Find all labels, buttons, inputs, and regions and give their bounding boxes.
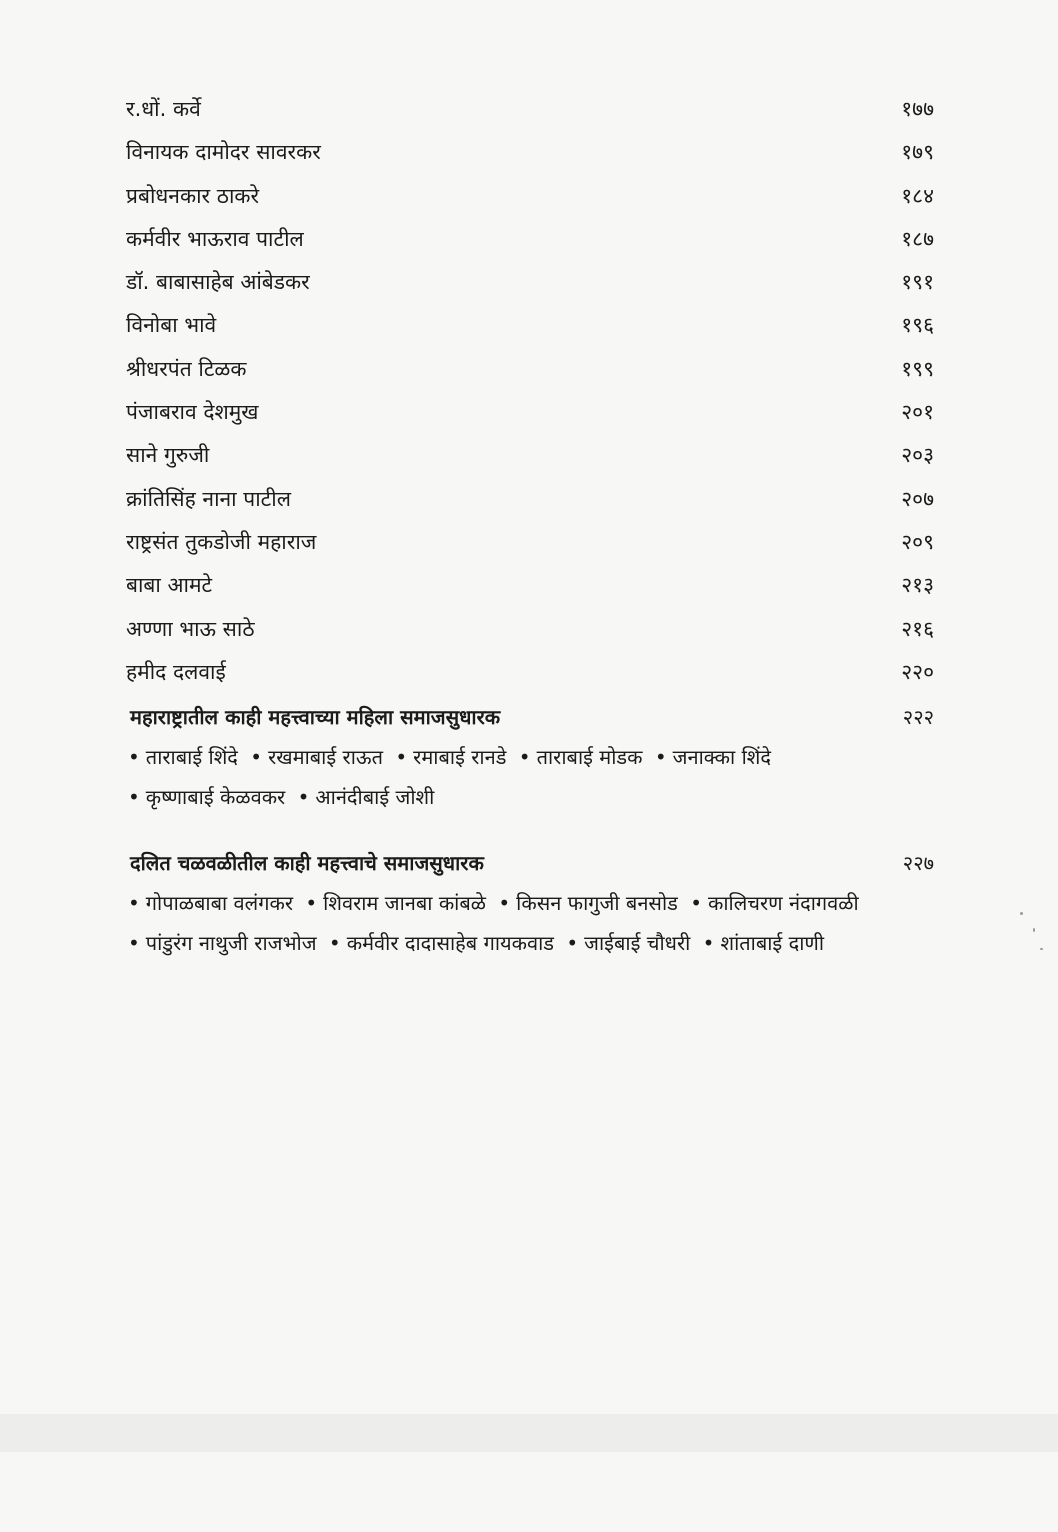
toc-entry-page: २०९ <box>901 529 934 554</box>
toc-entry-page: २०३ <box>901 443 934 468</box>
paper-speck <box>1033 928 1035 932</box>
paper-speck <box>1020 912 1023 915</box>
reformer-name: कर्मवीर दादासाहेब गायकवाड <box>346 931 554 955</box>
section-women-reformers <box>118 697 934 817</box>
reformer-name: पांडुरंग नाथुजी राजभोज <box>145 931 317 955</box>
toc-entry[interactable] <box>118 88 934 131</box>
toc-entry-page: १८७ <box>901 226 934 251</box>
toc-entry-page: २०७ <box>901 486 934 511</box>
reformer-name: ताराबाई मोडक <box>536 745 643 769</box>
bullet: • <box>690 891 702 915</box>
reformer-name: कृष्णाबाई केळवकर <box>145 785 286 809</box>
reformer-name: किसन फागुजी बनसोड <box>516 891 678 915</box>
reformer-names-line <box>118 923 934 963</box>
toc-entry-title: कर्मवीर भाऊराव पाटील <box>126 226 304 251</box>
bullet: • <box>128 891 140 915</box>
toc-entry[interactable] <box>118 521 934 564</box>
bullet: • <box>702 931 715 955</box>
toc-entry-title: श्रीधरपंत टिळक <box>126 356 247 381</box>
reformer-name: ताराबाई शिंदे <box>145 745 238 769</box>
section-title: दलित चळवळीतील काही महत्त्वाचे समाजसुधारक <box>130 851 484 875</box>
toc-entry-page: १९६ <box>901 313 934 338</box>
reformer-name: आनंदीबाई जोशी <box>315 785 435 809</box>
toc-entry-title: साने गुरुजी <box>126 443 210 468</box>
toc-entry[interactable] <box>118 651 934 694</box>
toc-entry-title: पंजाबराव देशमुख <box>126 400 259 425</box>
toc-entry-title: क्रांतिसिंह नाना पाटील <box>126 486 291 511</box>
section-heading[interactable] <box>118 697 934 737</box>
toc-list <box>118 88 934 694</box>
toc-entry-title: अण्णा भाऊ साठे <box>126 616 255 641</box>
toc-entry[interactable] <box>118 218 934 261</box>
toc-entry-title: डॉ. बाबासाहेब आंबेडकर <box>126 270 310 295</box>
bullet: • <box>498 891 511 915</box>
toc-entry-page: १९९ <box>901 356 934 381</box>
toc-entry-title: विनायक दामोदर सावरकर <box>126 140 321 165</box>
section-page: २२७ <box>902 851 934 875</box>
toc-entry-page: २१३ <box>901 573 934 598</box>
toc-entry-page: १९१ <box>901 270 934 295</box>
toc-entry[interactable] <box>118 348 934 391</box>
reformer-names-line <box>118 883 934 923</box>
bullet: • <box>566 931 579 955</box>
section-dalit-reformers <box>118 843 934 963</box>
toc-entry-title: राष्ट्रसंत तुकडोजी महाराज <box>126 529 317 554</box>
toc-entry[interactable] <box>118 564 934 607</box>
reformer-name: रमाबाई रानडे <box>413 745 507 769</box>
toc-entry-page: १८४ <box>901 183 934 208</box>
toc-entry-title: बाबा आमटे <box>126 573 213 598</box>
bullet: • <box>654 745 667 769</box>
toc-entry[interactable] <box>118 478 934 521</box>
reformer-name: शिवराम जानबा कांबळे <box>323 891 486 915</box>
reformer-name: गोपाळबाबा वलंगकर <box>145 891 294 915</box>
toc-entry-title: प्रबोधनकार ठाकरे <box>126 183 260 208</box>
bullet: • <box>518 745 531 769</box>
toc-entry-page: १७९ <box>901 140 934 165</box>
reformer-name: रखमाबाई राऊत <box>268 745 383 769</box>
toc-entry-title: र.धों. कर्वे <box>126 97 201 121</box>
toc-entry[interactable] <box>118 304 934 347</box>
toc-entry-page: २१६ <box>901 616 934 641</box>
toc-entry[interactable] <box>118 434 934 477</box>
reformer-name: शांताबाई दाणी <box>720 931 825 955</box>
bullet: • <box>250 745 263 769</box>
toc-entry[interactable] <box>118 608 934 651</box>
bullet: • <box>305 891 318 915</box>
reformer-name: कालिचरण नंदागवळी <box>708 891 859 915</box>
section-title: महाराष्ट्रातील काही महत्त्वाच्या महिला समाजसुधारक <box>130 705 501 729</box>
bullet: • <box>128 785 140 809</box>
bullet: • <box>128 931 140 955</box>
reformer-name: जाईबाई चौधरी <box>584 931 691 955</box>
bullet: • <box>297 785 310 809</box>
toc-entry-page: २२० <box>901 659 934 684</box>
toc-entry[interactable] <box>118 391 934 434</box>
toc-entry[interactable] <box>118 175 934 218</box>
reformer-names-line <box>118 737 934 777</box>
bullet: • <box>328 931 341 955</box>
bullet: • <box>395 745 408 769</box>
toc-entry-page: १७७ <box>901 97 934 121</box>
toc-entry-page: २०१ <box>901 400 934 425</box>
section-heading[interactable] <box>118 843 934 883</box>
toc-entry-title: हमीद दलवाई <box>126 659 226 684</box>
toc-entry[interactable] <box>118 261 934 304</box>
bullet: • <box>128 745 140 769</box>
reformer-name: जनाक्का शिंदे <box>672 745 771 769</box>
toc-entry-title: विनोबा भावे <box>126 313 217 338</box>
section-page: २२२ <box>902 705 934 729</box>
reformer-names-line <box>118 777 934 817</box>
paper-speck <box>1040 948 1043 950</box>
page-bottom-band <box>0 1414 1058 1452</box>
toc-entry[interactable] <box>118 131 934 174</box>
